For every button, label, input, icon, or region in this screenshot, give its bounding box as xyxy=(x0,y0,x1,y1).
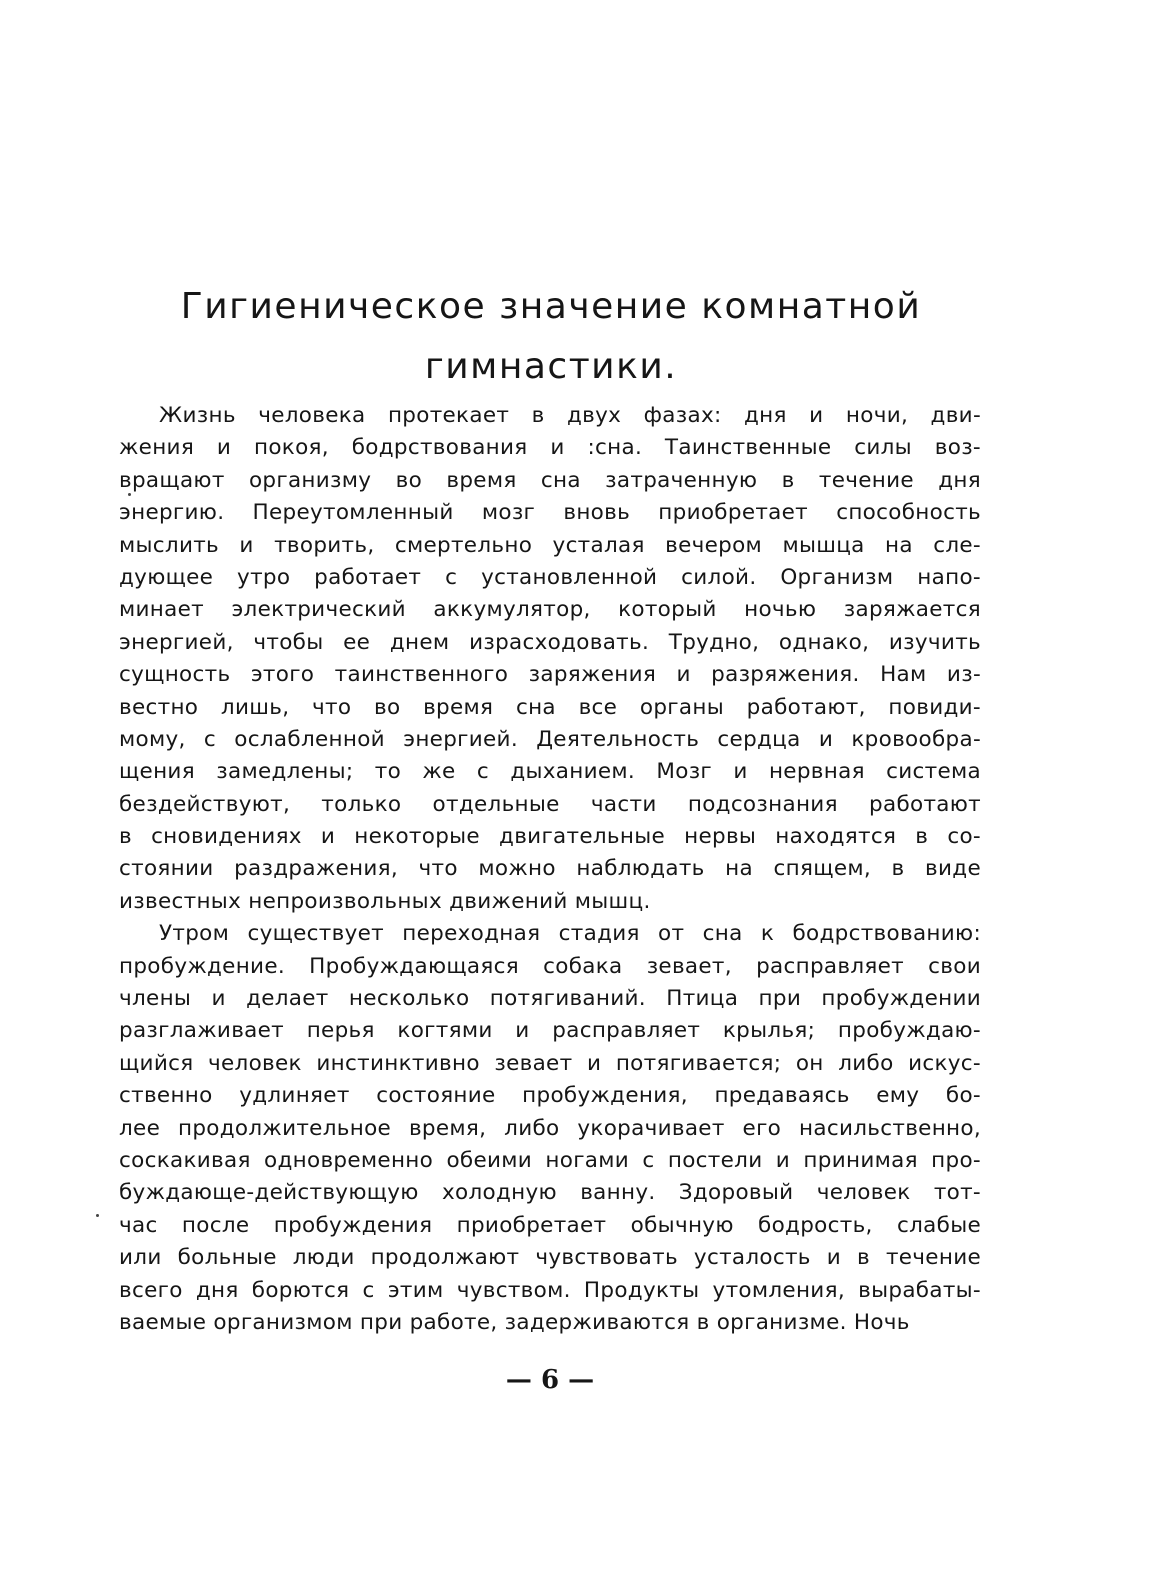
text-line: или больные люди продолжают чувствовать усталость и в течение xyxy=(119,1245,981,1271)
text-line: сущность этого таинственного заряжения и разряжения. Нам из- xyxy=(119,662,981,688)
text-line: ваемые организмом при работе, задерживаются в организме. Ночь xyxy=(119,1309,910,1335)
text-line: ственно удлиняет состояние пробуждения, предаваясь ему бо- xyxy=(119,1083,981,1109)
text-line: мому, с ослабленной энергией. Деятельность сердца и кровообра- xyxy=(119,726,981,752)
text-line: вращают организму во время сна затраченную в течение дня xyxy=(119,467,981,493)
text-line: Утром существует переходная стадия от сна к бодрствованию: xyxy=(159,921,981,947)
text-line: пробуждение. Пробуждающаяся собака зевает, расправляет свои xyxy=(119,953,981,979)
body-text xyxy=(119,400,981,1339)
text-line: известных непроизвольных движений мышц. xyxy=(119,888,651,914)
scan-speck xyxy=(128,493,131,496)
text-line: щийся человек инстинктивно зевает и потягивается; он либо искус- xyxy=(119,1050,981,1076)
text-line: жения и покоя, бодрствования и :сна. Таинственные силы воз- xyxy=(119,435,981,461)
text-line: члены и делает несколько потягиваний. Птица при пробуждении xyxy=(119,986,981,1012)
paragraph xyxy=(119,400,981,918)
text-line: разглаживает перья когтями и расправляет крылья; пробуждаю- xyxy=(119,1018,981,1044)
scan-speck xyxy=(96,1214,99,1217)
chapter-title-line-2: гимнастики. xyxy=(424,346,678,387)
paragraph xyxy=(119,918,981,1339)
chapter-title-line-1: Гигиеническое значение комнатной xyxy=(180,286,922,327)
chapter-title xyxy=(120,277,982,397)
page-number: — 6 — xyxy=(505,1365,595,1395)
text-line: стоянии раздражения, что можно наблюдать на спящем, в виде xyxy=(119,856,981,882)
text-line: час после пробуждения приобретает обычную бодрость, слабые xyxy=(119,1212,981,1238)
text-line: буждающе-действующую холодную ванну. Здоровый человек тот- xyxy=(119,1180,981,1206)
text-line: в сновидениях и некоторые двигательные нервы находятся в со- xyxy=(119,824,981,850)
text-line: соскакивая одновременно обеими ногами с постели и принимая про- xyxy=(119,1147,981,1173)
text-line: Жизнь человека протекает в двух фазах: дня и ночи, дви- xyxy=(159,403,981,428)
text-line: минает электрический аккумулятор, который ночью заряжается xyxy=(119,597,981,623)
text-line: энергией, чтобы ее днем израсходовать. Трудно, однако, изучить xyxy=(119,629,981,655)
text-line: щения замедлены; то же с дыханием. Мозг и нервная система xyxy=(119,759,981,785)
text-line: лее продолжительное время, либо укорачивает его насильственно, xyxy=(119,1115,981,1141)
text-line: мыслить и творить, смертельно усталая вечером мышца на сле- xyxy=(119,532,981,558)
text-line: бездействуют, только отдельные части подсознания работают xyxy=(119,791,981,817)
text-line: всего дня борются с этим чувством. Продукты утомления, вырабаты- xyxy=(119,1277,981,1303)
text-line: дующее утро работает с установленной силой. Организм напо- xyxy=(119,564,981,590)
paragraphs xyxy=(119,400,981,1339)
text-line: энергию. Переутомленный мозг вновь приобретает способность xyxy=(119,500,981,526)
text-line: вестно лишь, что во время сна все органы работают, повиди- xyxy=(119,694,981,720)
